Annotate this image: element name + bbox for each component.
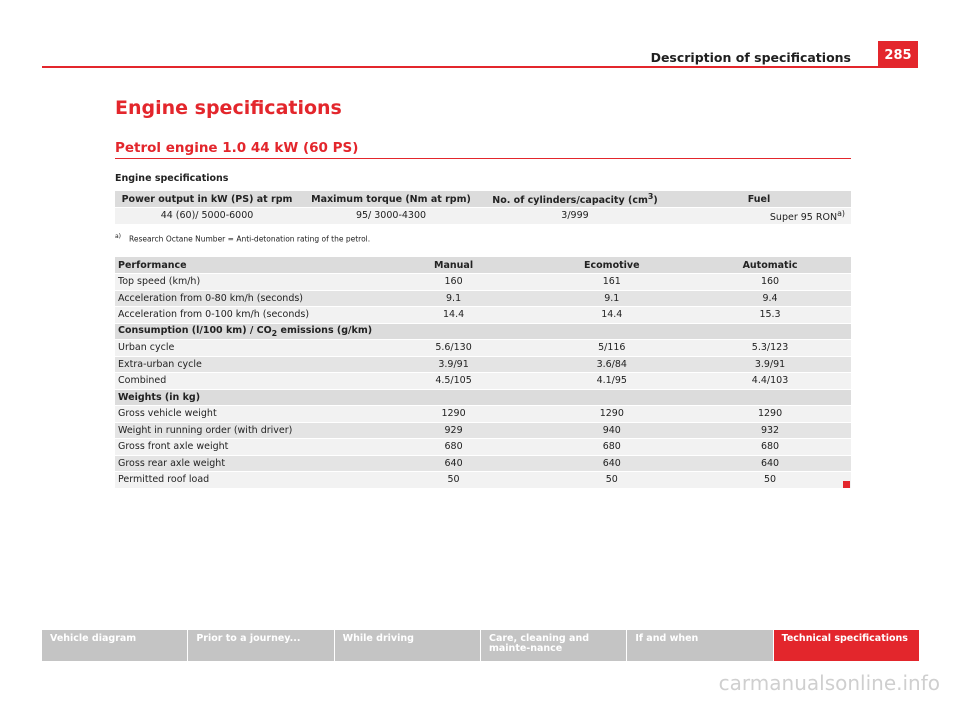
table-cell: 160 (373, 274, 535, 291)
footnote-ref: a) (837, 208, 845, 218)
table-cell: 4.1/95 (535, 373, 690, 390)
table-cell: 1290 (535, 406, 690, 423)
table-cell: 9.1 (535, 290, 690, 307)
engine-spec-table (115, 191, 851, 225)
subscript: 2 (271, 328, 278, 338)
column-header: Ecomotive (535, 257, 690, 274)
table-cell: 14.4 (535, 307, 690, 324)
column-header: Performance (115, 257, 373, 274)
column-header: Fuel (667, 191, 851, 208)
table-cell: 14.4 (373, 307, 535, 324)
table-cell: 5/116 (535, 340, 690, 357)
table-cell: 3.9/91 (373, 356, 535, 373)
table-row (115, 356, 851, 373)
section-title: Petrol engine 1.0 44 kW (60 PS) (115, 140, 359, 156)
table-cell: 1290 (373, 406, 535, 423)
footer-tab-while-driving[interactable]: While driving (335, 630, 481, 661)
table-cell: 5.6/130 (373, 340, 535, 357)
table-row (115, 340, 851, 357)
table-cell: Acceleration from 0-80 km/h (seconds) (115, 290, 373, 307)
footnote (115, 233, 370, 244)
section-heading: Weights (in kg) (115, 389, 851, 406)
table-cell: 44 (60)/ 5000-6000 (115, 208, 299, 225)
table-cell: 4.5/105 (373, 373, 535, 390)
table-cell (667, 208, 851, 225)
table-row (115, 307, 851, 324)
column-header-text: ) (653, 195, 658, 207)
table-cell: 640 (689, 455, 851, 472)
table-cell: 1290 (689, 406, 851, 423)
table-cell: Gross front axle weight (115, 439, 373, 456)
table-cell: Gross vehicle weight (115, 406, 373, 423)
table-cell: 5.3/123 (689, 340, 851, 357)
table-cell: 640 (535, 455, 690, 472)
page-title: Engine specifications (115, 97, 342, 119)
table-header-row (115, 257, 851, 274)
column-header: Power output in kW (PS) at rpm (115, 191, 299, 208)
end-of-section-marker (843, 481, 850, 488)
page-number: 285 (878, 41, 918, 68)
table-cell: 15.3 (689, 307, 851, 324)
table-cell: Weight in running order (with driver) (115, 422, 373, 439)
table-caption: Engine specifications (115, 173, 229, 184)
table-row (115, 439, 851, 456)
column-header: Maximum torque (Nm at rpm) (299, 191, 483, 208)
column-header-text: No. of cylinders/capacity (cm (492, 195, 648, 207)
footer-navigation (42, 630, 919, 661)
table-cell: 161 (535, 274, 690, 291)
performance-table (115, 257, 851, 489)
table-row (115, 274, 851, 291)
table-cell: 940 (535, 422, 690, 439)
superscript: 3 (647, 191, 654, 201)
table-cell: 929 (373, 422, 535, 439)
table-cell: 680 (689, 439, 851, 456)
footnote-marker: a) (115, 233, 122, 240)
table-cell: 50 (535, 472, 690, 489)
section-row (115, 323, 851, 340)
section-divider (115, 158, 851, 159)
footnote-text: Research Octane Number = Anti-detonation rating of the petrol. (129, 234, 371, 244)
table-cell: 160 (689, 274, 851, 291)
table-cell: 95/ 3000-4300 (299, 208, 483, 225)
column-header: Automatic (689, 257, 851, 274)
footer-tab-prior-to-journey[interactable]: Prior to a journey... (188, 630, 334, 661)
table-header-row (115, 191, 851, 208)
table-cell: Combined (115, 373, 373, 390)
table-cell: 3.6/84 (535, 356, 690, 373)
table-cell: 640 (373, 455, 535, 472)
table-row (115, 472, 851, 489)
footer-tab-care-cleaning[interactable]: Care, cleaning and mainte-nance (481, 630, 627, 661)
section-heading-text: Consumption (l/100 km) / CO (118, 324, 272, 336)
running-header-title: Description of specifications (650, 50, 851, 65)
column-header (483, 191, 667, 208)
section-heading-text: emissions (g/km) (277, 324, 373, 336)
footer-tab-if-and-when[interactable]: If and when (627, 630, 773, 661)
section-heading (115, 323, 851, 340)
table-cell: 9.1 (373, 290, 535, 307)
column-header: Manual (373, 257, 535, 274)
table-row (115, 290, 851, 307)
table-cell: Acceleration from 0-100 km/h (seconds) (115, 307, 373, 324)
footer-tab-vehicle-diagram[interactable]: Vehicle diagram (42, 630, 188, 661)
table-cell: 680 (373, 439, 535, 456)
table-row (115, 406, 851, 423)
table-cell: 50 (373, 472, 535, 489)
table-row (115, 208, 851, 225)
table-cell: Gross rear axle weight (115, 455, 373, 472)
table-cell: 932 (689, 422, 851, 439)
table-cell: 3/999 (483, 208, 667, 225)
table-cell: 4.4/103 (689, 373, 851, 390)
table-row (115, 373, 851, 390)
table-cell: 9.4 (689, 290, 851, 307)
footer-tab-technical-specifications[interactable]: Technical specifications (774, 630, 919, 661)
table-cell: 50 (689, 472, 851, 489)
table-row (115, 422, 851, 439)
table-cell: 680 (535, 439, 690, 456)
table-cell: Top speed (km/h) (115, 274, 373, 291)
watermark: carmanualsonline.info (718, 671, 940, 695)
header-divider (42, 66, 878, 68)
table-cell-text: Super 95 RON (769, 211, 838, 223)
table-cell: 3.9/91 (689, 356, 851, 373)
table-cell: Permitted roof load (115, 472, 373, 489)
table-cell: Extra-urban cycle (115, 356, 373, 373)
table-cell: Urban cycle (115, 340, 373, 357)
table-row (115, 455, 851, 472)
section-row (115, 389, 851, 406)
